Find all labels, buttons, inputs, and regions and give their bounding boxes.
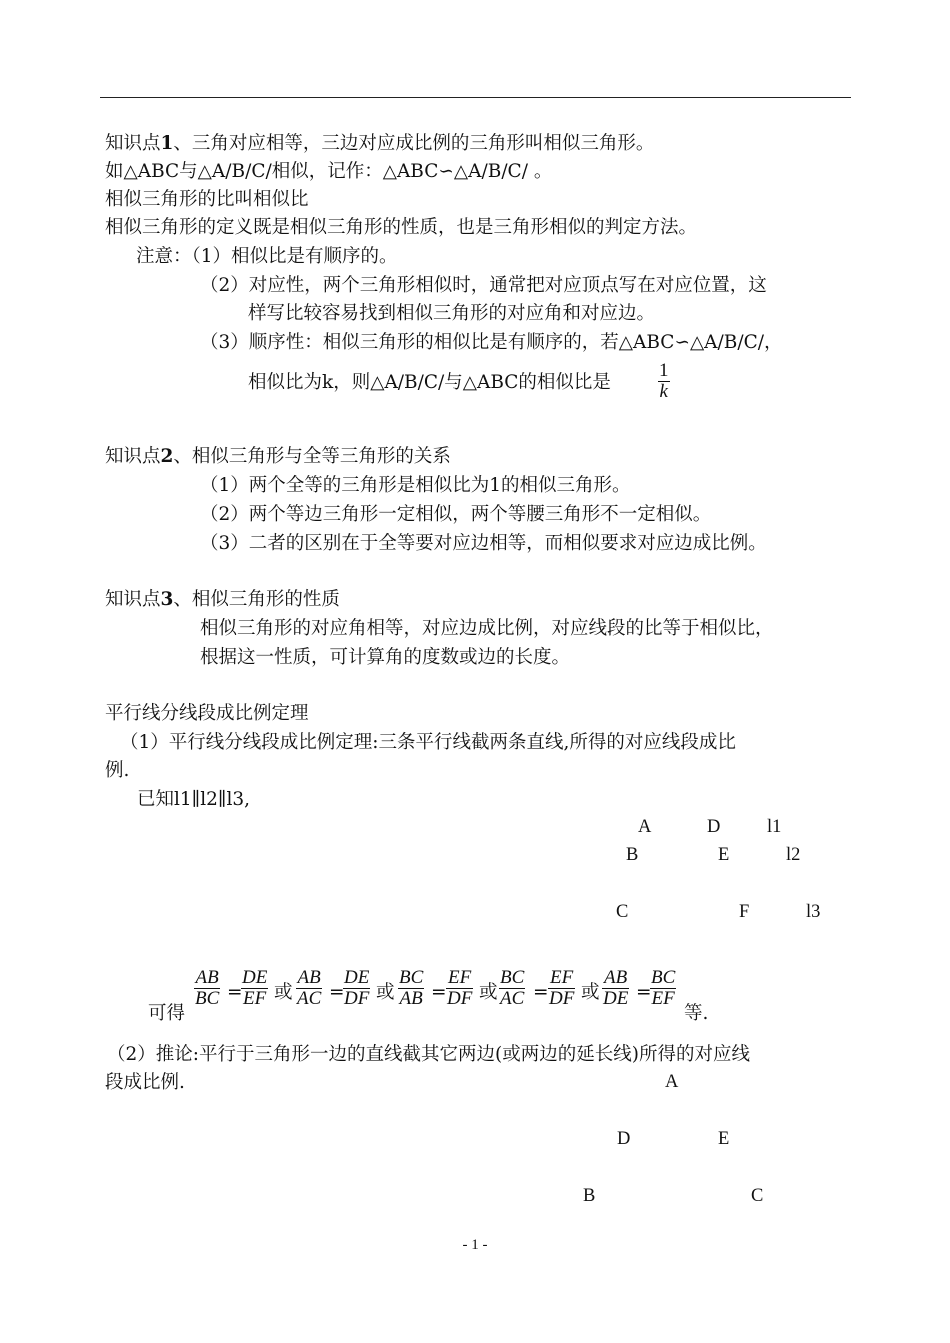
header-rule — [100, 97, 851, 98]
kp2-item1: （1）两个全等的三角形是相似比为1的相似三角形。 — [200, 475, 631, 496]
or-label: 或 — [376, 982, 395, 1003]
fraction-EF-DF: EF DF — [447, 967, 473, 1009]
fraction-BC-AC: BC AC — [500, 967, 525, 1009]
fig1-label-C: C — [616, 902, 629, 922]
fig1-label-F: F — [739, 902, 750, 922]
kp1-note1: 注意：（1）相似比是有顺序的。 — [136, 246, 398, 267]
fraction-AB-DE: AB DE — [603, 967, 629, 1009]
equals-sign: = — [329, 982, 345, 1003]
kp1-note2a: （2）对应性，两个三角形相似时，通常把对应顶点写在对应位置，这 — [200, 275, 767, 296]
fraction-DE-DF: DE DF — [344, 967, 370, 1009]
kp1-note3a: （3）顺序性：相似三角形的相似比是有顺序的，若△ABC∽△A/B/C/， — [200, 332, 783, 353]
fig1-label-B: B — [626, 845, 639, 865]
theorem-p2b: 段成比例. — [105, 1072, 185, 1093]
fig2-label-A: A — [665, 1072, 679, 1092]
kp1-line3: 相似三角形的比叫相似比 — [105, 189, 309, 210]
or-label: 或 — [479, 982, 498, 1003]
kp3-line1: 相似三角形的对应角相等，对应边成比例，对应线段的比等于相似比， — [200, 618, 774, 639]
equals-sign: = — [533, 982, 549, 1003]
fraction-BC-EF: BC EF — [651, 967, 676, 1009]
fig2-label-E: E — [718, 1129, 730, 1149]
fig1-label-l1: l1 — [767, 817, 782, 837]
kp1-line2: 如△ABC与△A/B/C/相似，记作：△ABC∽△A/B/C/ 。 — [105, 161, 553, 182]
fig2-label-B: B — [583, 1186, 596, 1206]
fraction-AB-AC: AB AC — [297, 967, 322, 1009]
kp3-heading: 知识点3、相似三角形的性质 — [105, 589, 340, 610]
fraction-one-over-k: 1 k — [659, 360, 669, 402]
equals-sign: = — [431, 982, 447, 1003]
page-number: - 1 - — [462, 1237, 488, 1253]
kp1-note3b: 相似比为k，则△A/B/C/与△ABC的相似比是 — [248, 372, 611, 393]
obtain-label: 可得 — [148, 1003, 186, 1024]
fig2-label-D: D — [617, 1129, 631, 1149]
theorem-p1b: 例. — [105, 760, 130, 781]
fraction-BC-AB: BC AB — [399, 967, 424, 1009]
fig1-label-D: D — [707, 817, 721, 837]
equals-sign: = — [636, 982, 652, 1003]
kp2-item2: （2）两个等边三角形一定相似，两个等腰三角形不一定相似。 — [200, 504, 712, 525]
kp2-item3: （3）二者的区别在于全等要对应边相等，而相似要求对应边成比例。 — [200, 533, 767, 554]
fraction-AB-BC: AB BC — [195, 967, 220, 1009]
equals-sign: = — [227, 982, 243, 1003]
fig1-label-E: E — [718, 845, 730, 865]
or-label: 或 — [274, 982, 293, 1003]
theorem-p2a: （2）推论:平行于三角形一边的直线截其它两边(或两边的延长线)所得的对应线 — [107, 1044, 750, 1065]
or-label: 或 — [581, 982, 600, 1003]
theorem-given: 已知l1∥l2∥l3, — [137, 789, 251, 810]
fig2-label-C: C — [751, 1186, 764, 1206]
kp1-note2b: 样写比较容易找到相似三角形的对应角和对应边。 — [248, 303, 656, 324]
kp3-line2: 根据这一性质，可计算角的度数或边的长度。 — [200, 647, 571, 668]
fig1-label-A: A — [638, 817, 652, 837]
equation-tail: 等. — [684, 1003, 709, 1024]
kp2-heading: 知识点2、相似三角形与全等三角形的关系 — [105, 446, 451, 467]
fraction-DE-EF: DE EF — [242, 967, 268, 1009]
fig1-label-l2: l2 — [786, 845, 801, 865]
kp1-heading: 知识点1、三角对应相等，三边对应成比例的三角形叫相似三角形。 — [105, 133, 655, 154]
fig1-label-l3: l3 — [806, 902, 821, 922]
theorem-title: 平行线分线段成比例定理 — [105, 703, 309, 724]
fraction-EF-DF-2: EF DF — [549, 967, 575, 1009]
theorem-p1a: （1）平行线分线段成比例定理:三条平行线截两条直线,所得的对应线段成比 — [120, 732, 736, 753]
kp1-line4: 相似三角形的定义既是相似三角形的性质，也是三角形相似的判定方法。 — [105, 217, 698, 238]
